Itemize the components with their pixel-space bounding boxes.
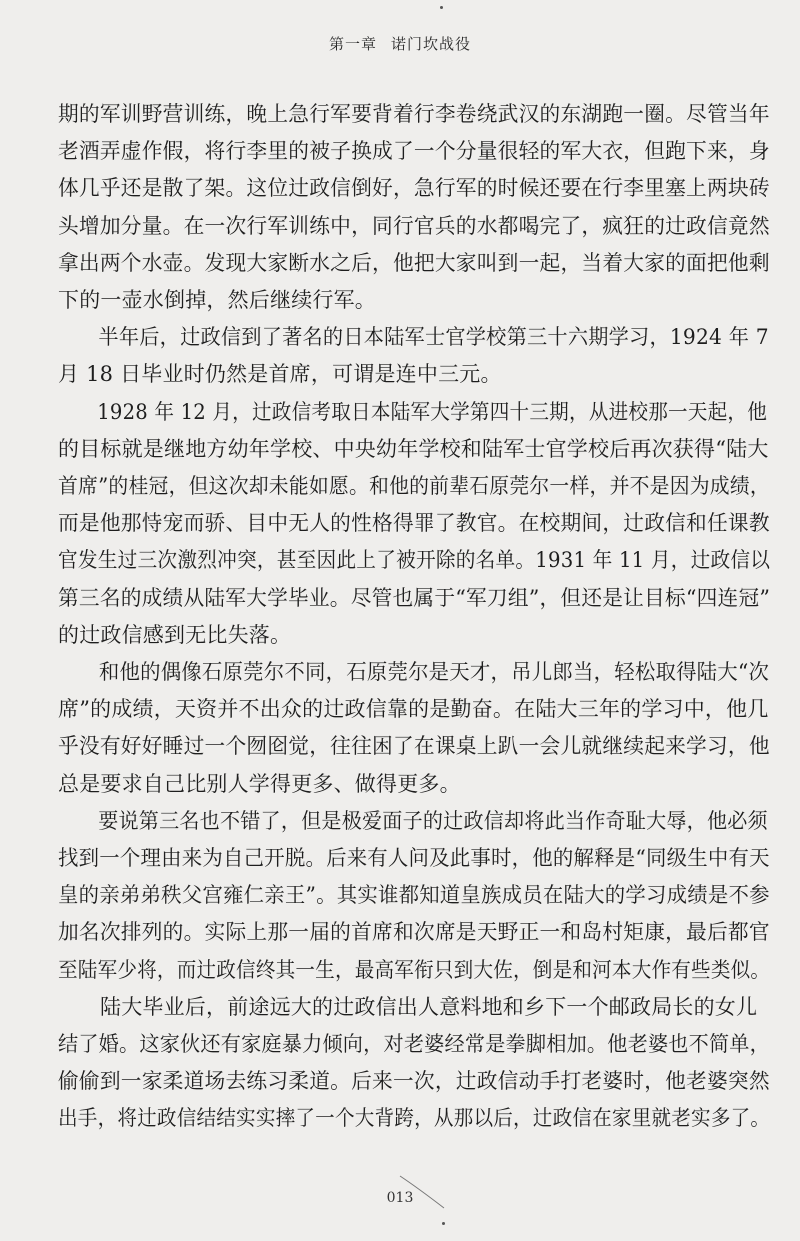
text-line: 席”的成绩，天资并不出众的辻政信靠的是勤奋。在陆大三年的学习中，他几	[58, 697, 769, 722]
text-line: 偷偷到一家柔道场去练习柔道。后来一次，辻政信动手打老婆时，他老婆突然	[58, 1069, 770, 1094]
text-line: 拿出两个水壶。发现大家断水之后，他把大家叫到一起，当着大家的面把他剩	[58, 250, 770, 275]
chapter-title: 诺门坎战役	[391, 35, 472, 53]
body-text	[58, 96, 770, 1138]
text-line: 月 18 日毕业时仍然是首席，可谓是连中三元。	[58, 362, 502, 387]
text-line: 要说第三名也不错了，但是极爱面子的辻政信却将此当作奇耻大辱，他必须	[98, 808, 768, 833]
text-line: 的辻政信感到无比失落。	[58, 622, 292, 647]
text-line: 乎没有好好睡过一个囫囵觉，往往困了在课桌上趴一会儿就继续起来学习，他	[58, 734, 770, 759]
text-line: 下的一壶水倒掉，然后继续行军。	[58, 288, 376, 313]
paragraph	[58, 319, 770, 393]
running-header	[0, 33, 800, 54]
text-line: 半年后，辻政信到了著名的日本陆军士官学校第三十六期学习，1924 年 7	[98, 325, 769, 350]
text-line: 而是他那恃宠而骄、目中无人的性格得罪了教官。在校期间，辻政信和任课教	[58, 511, 770, 536]
paragraph	[58, 394, 770, 654]
text-line: 找到一个理由来为自己开脱。后来有人问及此事时，他的解释是“同级生中有天	[58, 846, 770, 871]
text-line: 第三名的成绩从陆军大学毕业。尽管也属于“军刀组”，但还是让目标“四连冠”	[58, 585, 771, 610]
text-line: 陆大毕业后，前途远大的辻政信出人意料地和乡下一个邮政局长的女儿	[100, 994, 758, 1019]
text-line: 1928 年 12 月，辻政信考取日本陆军大学第四十三期，从进校那一天起，他	[97, 399, 768, 424]
text-line: 至陆军少将，而辻政信终其一生，最高军衔只到大佐，倒是和河本大作有些类似。	[58, 957, 771, 982]
text-line: 期的军训野营训练，晚上急行军要背着行李卷绕武汉的东湖跑一圈。尽管当年	[58, 102, 770, 126]
paragraph	[58, 989, 770, 1138]
text-line: 出手，将辻政信结结实实摔了一个大背跨，从那以后，辻政信在家里就老实多了。	[58, 1106, 771, 1131]
text-line: 首席”的桂冠，但这次却未能如愿。和他的前辈石原莞尔一样，并不是因为成绩，	[58, 474, 770, 499]
text-line: 皇的亲弟弟秩父宫雍仁亲王”。其实谁都知道皇族成员在陆大的学习成绩是不参	[58, 883, 770, 908]
chapter-number: 第一章	[328, 35, 377, 53]
text-line: 官发生过三次激烈冲突，甚至因此上了被开除的名单。1931 年 11 月，辻政信以	[58, 548, 771, 573]
text-line: 总是要求自己比别人学得更多、做得更多。	[58, 771, 461, 796]
paragraph	[58, 654, 770, 803]
text-line: 和他的偶像石原莞尔不同，石原莞尔是天才，吊儿郎当，轻松取得陆大“次	[98, 660, 770, 685]
paragraph	[58, 96, 770, 319]
text-line: 结了婚。这家伙还有家庭暴力倾向，对老婆经常是拳脚相加。他老婆也不简单，	[58, 1032, 770, 1057]
text-line: 老酒弄虚作假，将行李里的被子换成了一个分量很轻的军大衣，但跑下来，身	[58, 139, 770, 164]
page-number: 013	[386, 1190, 414, 1206]
bottom-speck	[442, 1222, 445, 1225]
text-line: 体几乎还是散了架。这位辻政信倒好，急行军的时候还要在行李里塞上两块砖	[58, 176, 770, 201]
text-line: 头增加分量。在一次行军训练中，同行官兵的水都喝完了，疯狂的辻政信竟然	[58, 213, 770, 238]
top-speck	[440, 6, 443, 9]
text-line: 的目标就是继地方幼年学校、中央幼年学校和陆军士官学校后再次获得“陆大	[58, 436, 769, 461]
paragraph	[58, 803, 770, 989]
text-line: 加名次排列的。实际上那一届的首席和次席是天野正一和岛村矩康，最后都官	[58, 920, 770, 945]
